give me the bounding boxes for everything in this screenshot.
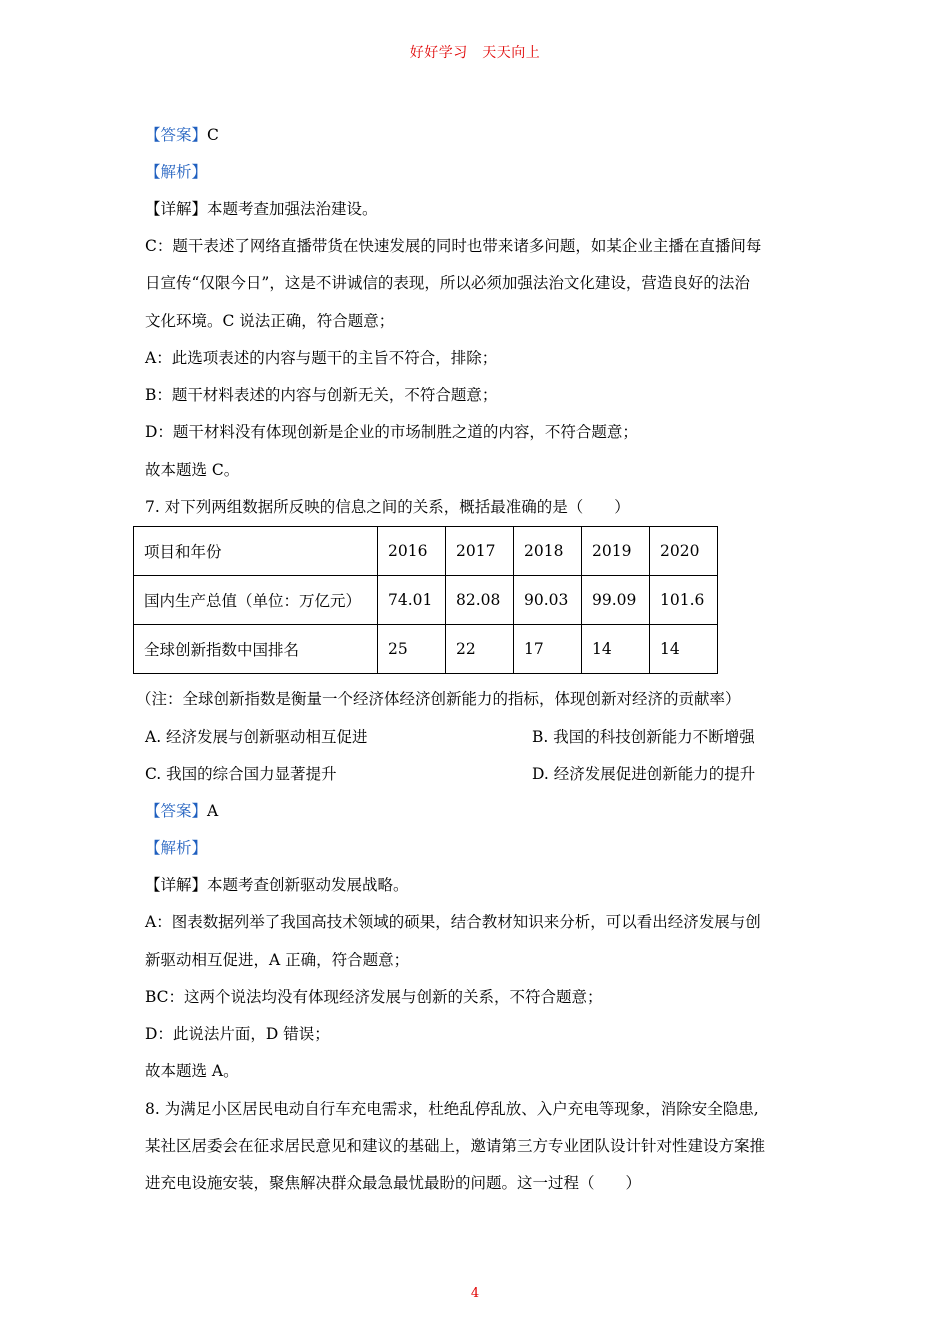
answer-value: C <box>207 126 219 144</box>
table-cell: 2020 <box>650 527 718 576</box>
table-cell: 17 <box>514 625 582 674</box>
q7-line-5: 故本题选 A。 <box>145 1062 239 1080</box>
q6-line-3: 文化环境。C 说法正确，符合题意； <box>145 312 395 330</box>
q7-note: （注：全球创新指数是衡量一个经济体经济创新能力的指标，体现创新对经济的贡献率） <box>136 690 741 708</box>
table-cell: 2019 <box>582 527 650 576</box>
table-cell: 22 <box>446 625 514 674</box>
q8-line-2: 某社区居委会在征求居民意见和建议的基础上，邀请第三方专业团队设计针对性建设方案推 <box>145 1137 766 1155</box>
q8-line-1: 8. 为满足小区居民电动自行车充电需求，杜绝乱停乱放、入户充电等现象，消除安全隐患, <box>145 1100 759 1118</box>
q8-line-3: 进充电设施安装，聚焦解决群众最急最忧最盼的问题。这一过程（ ） <box>145 1174 642 1192</box>
detail-text: 本题考查创新驱动发展战略。 <box>207 876 409 894</box>
answer-tag: 【答案】 <box>145 802 208 820</box>
table-cell: 101.6 <box>650 576 718 625</box>
option-a: A. 经济发展与创新驱动相互促进 <box>145 728 368 746</box>
page-header: 好好学习 天天向上 <box>409 45 541 61</box>
q7-detail-line <box>145 874 409 896</box>
q7-line-4: D：此说法片面，D 错误； <box>145 1025 330 1043</box>
detail-text: 本题考查加强法治建设。 <box>207 200 378 218</box>
q6-line-7: 故本题选 C。 <box>145 461 240 479</box>
table-cell: 14 <box>650 625 718 674</box>
table-cell: 82.08 <box>446 576 514 625</box>
answer-tag: 【答案】 <box>145 126 208 144</box>
q7-line-2: 新驱动相互促进，A 正确，符合题意； <box>145 951 410 969</box>
q6-line-4: A：此选项表述的内容与题干的主旨不符合，排除； <box>145 349 498 367</box>
detail-tag: 【详解】 <box>145 200 208 218</box>
table-row <box>134 625 718 674</box>
q7-answer-line <box>145 800 218 822</box>
table-cell: 2018 <box>514 527 582 576</box>
option-d: D. 经济发展促进创新能力的提升 <box>532 765 756 783</box>
table-cell: 项目和年份 <box>134 527 378 576</box>
table-cell: 99.09 <box>582 576 650 625</box>
table-cell: 2017 <box>446 527 514 576</box>
option-c: C. 我国的综合国力显著提升 <box>145 765 337 783</box>
table-header-row <box>134 527 718 576</box>
q6-answer-line <box>145 124 219 146</box>
table-cell: 14 <box>582 625 650 674</box>
q7-line-1: A：图表数据列举了我国高技术领域的硕果，结合教材知识来分析，可以看出经济发展与创 <box>145 913 761 931</box>
page-number: 4 <box>470 1286 480 1301</box>
table-cell: 74.01 <box>378 576 446 625</box>
q7-analysis-tag: 【解析】 <box>145 839 208 857</box>
q6-line-6: D：题干材料没有体现创新是企业的市场制胜之道的内容，不符合题意； <box>145 423 638 441</box>
q6-line-2: 日宣传“仅限今日”，这是不讲诚信的表现，所以必须加强法治文化建设，营造良好的法治 <box>145 274 750 292</box>
q7-line-3: BC：这两个说法均没有体现经济发展与创新的关系，不符合题意； <box>145 988 603 1006</box>
q6-line-5: B：题干材料表述的内容与创新无关，不符合题意； <box>145 386 498 404</box>
table-cell: 2016 <box>378 527 446 576</box>
table-cell: 全球创新指数中国排名 <box>134 625 378 674</box>
q7-stem: 7. 对下列两组数据所反映的信息之间的关系，概括最准确的是（ ） <box>145 498 630 516</box>
table-cell: 90.03 <box>514 576 582 625</box>
q6-analysis-tag: 【解析】 <box>145 163 208 181</box>
detail-tag: 【详解】 <box>145 876 208 894</box>
answer-value: A <box>207 802 219 820</box>
table-cell: 国内生产总值（单位：万亿元） <box>134 576 378 625</box>
q6-detail-line <box>145 198 378 220</box>
table-row <box>134 576 718 625</box>
q6-line-1: C：题干表述了网络直播带货在快速发展的同时也带来诸多问题，如某企业主播在直播间每 <box>145 237 762 255</box>
data-table <box>133 526 718 674</box>
option-b: B. 我国的科技创新能力不断增强 <box>532 728 755 746</box>
table-cell: 25 <box>378 625 446 674</box>
